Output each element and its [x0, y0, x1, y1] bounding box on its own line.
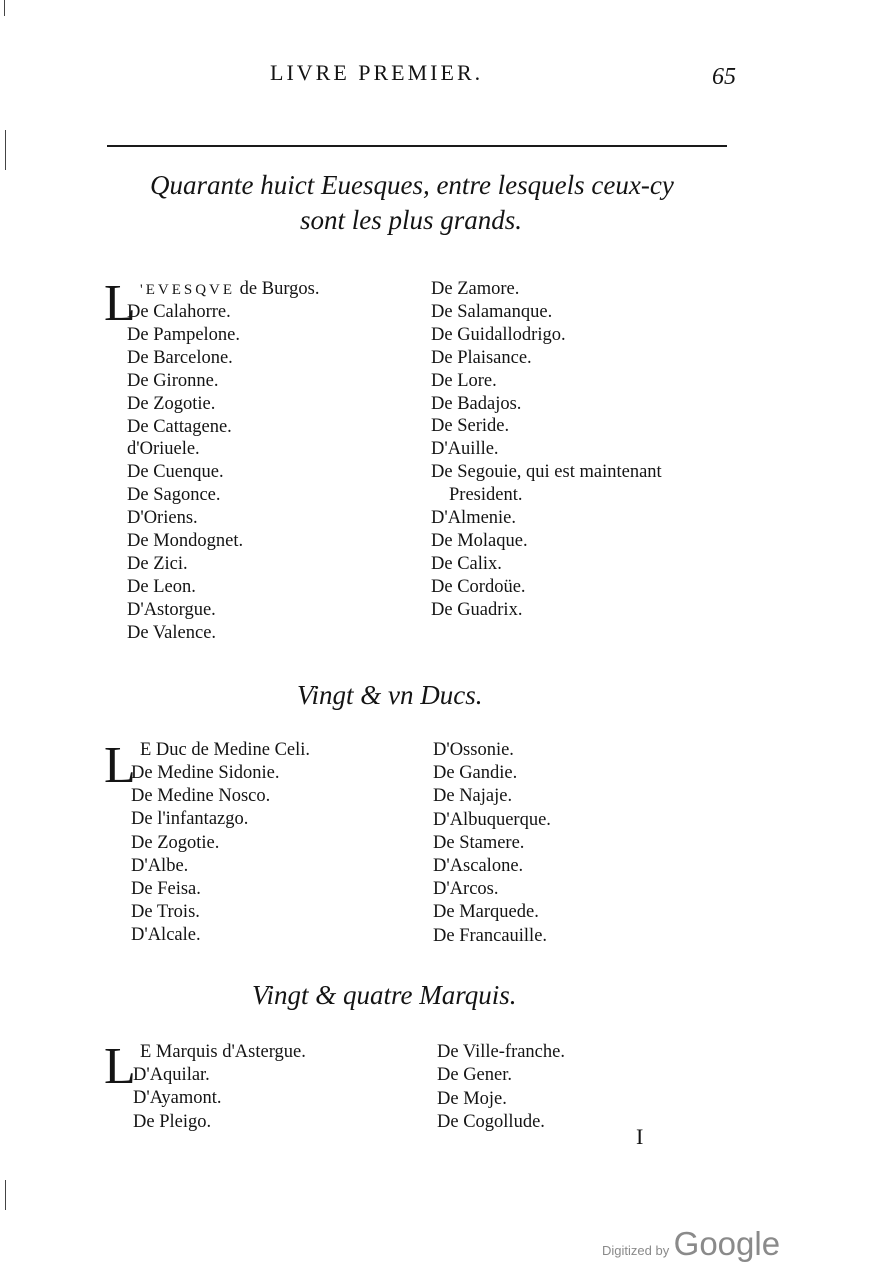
bishop-entry: De Pampelone. [127, 324, 241, 345]
duke-entry: De Marquede. [433, 902, 539, 923]
bishops-heading-line2: sont les plus grands. [300, 205, 523, 235]
duke-entry: D'Arcos. [433, 879, 499, 900]
bishop-entry: De Badajos. [431, 393, 522, 414]
digitized-by-watermark [602, 1225, 780, 1263]
duke-entry: D'Alcale. [131, 925, 201, 946]
bishop-entry: D'Astorgue. [127, 599, 216, 620]
marquis-entry: De Gener. [437, 1065, 512, 1086]
page-number: 65 [712, 64, 736, 90]
bishops-first-entry [140, 278, 319, 301]
bishop-entry: De Leon. [127, 576, 196, 597]
bishop-entry: De Calix. [431, 553, 502, 574]
bishop-entry: De Molaque. [431, 530, 528, 551]
marquis-entry: D'Ayamont. [133, 1088, 222, 1109]
bishops-dropcap: L [104, 275, 136, 332]
bishop-entry: De Barcelone. [127, 347, 233, 368]
duke-entry: De Medine Nosco. [131, 786, 271, 807]
marquis-first-entry: E Marquis d'Astergue. [140, 1042, 306, 1062]
running-head: LIVRE PREMIER. [270, 60, 484, 85]
duke-entry: De Stamere. [433, 832, 525, 853]
scan-edge-mark [4, 0, 5, 16]
bishop-entry: De Valence. [127, 622, 217, 643]
bishop-entry: De Seride. [431, 416, 510, 437]
bishop-entry: De Lore. [431, 370, 497, 391]
marquis-entry: De Cogollude. [437, 1111, 545, 1132]
duke-entry: De Francauille. [433, 925, 548, 946]
header-rule [107, 145, 727, 147]
dukes-dropcap: L [104, 737, 136, 794]
marquis-entry: De Moje. [437, 1088, 507, 1109]
duke-entry: De Trois. [131, 902, 200, 923]
bishop-entry: De Zici. [127, 553, 188, 574]
bishop-entry: De Calahorre. [127, 302, 231, 322]
bishop-entry: D'Oriens. [127, 508, 198, 529]
bishop-entry: De Zamore. [431, 279, 520, 299]
bishop-entry: De Cordoüe. [431, 576, 526, 597]
bishop-entry: De Plaisance. [431, 347, 532, 368]
bishops-first-rest: de Burgos. [235, 279, 320, 299]
signature-mark: I [636, 1124, 644, 1149]
duke-entry: De Feisa. [131, 879, 201, 899]
duke-entry: De Medine Sidonie. [131, 763, 280, 783]
duke-entry: De l'infantazgo. [131, 809, 249, 830]
bishops-heading-line1: Quarante huict Euesques, entre lesquels ceux-cy [150, 170, 674, 200]
bishops-first-smallcaps: 'EVESQVE [140, 282, 236, 298]
bishop-entry: De Guidallodrigo. [431, 324, 566, 345]
bishop-entry: De Guadrix. [431, 599, 523, 620]
duke-entry: D'Albe. [131, 855, 189, 876]
marquis-dropcap: L [104, 1038, 136, 1095]
marquis-entry: De Ville-franche. [437, 1042, 565, 1062]
bishop-entry: De Salamanque. [431, 301, 553, 322]
dukes-heading: Vingt & vn Ducs. [297, 680, 483, 710]
duke-entry: D'Ascalone. [433, 856, 524, 876]
duke-entry: De Zogotie. [131, 832, 220, 853]
bishop-entry: De Sagonce. [127, 485, 221, 506]
bishop-entry: D'Auille. [431, 439, 499, 460]
scan-edge-mark [5, 1180, 6, 1210]
marquis-entry: D'Aquilar. [133, 1065, 210, 1085]
marquis-heading: Vingt & quatre Marquis. [252, 980, 517, 1010]
bishop-entry: De Segouie, qui est maintenant [431, 462, 662, 483]
duke-entry: D'Ossonie. [433, 740, 514, 760]
bishop-entry: D'Almenie. [431, 508, 517, 528]
bishop-entry: De Gironne. [127, 370, 219, 391]
dukes-first-entry: E Duc de Medine Celi. [140, 740, 311, 760]
google-logo: Google [673, 1225, 781, 1262]
bishop-entry: De Cattagene. [127, 416, 232, 437]
scan-edge-mark [5, 130, 6, 170]
bishop-entry: De Mondognet. [127, 531, 244, 551]
digitized-prefix: Digitized by [602, 1243, 670, 1258]
duke-entry: De Gandie. [433, 763, 518, 784]
duke-entry: De Najaje. [433, 786, 513, 807]
bishop-entry: d'Oriuele. [127, 439, 200, 460]
bishop-entry: President. [449, 485, 523, 506]
bishop-entry: De Zogotie. [127, 393, 216, 414]
marquis-entry: De Pleigo. [133, 1111, 212, 1132]
bishop-entry: De Cuenque. [127, 462, 224, 483]
duke-entry: D'Albuquerque. [433, 809, 551, 830]
